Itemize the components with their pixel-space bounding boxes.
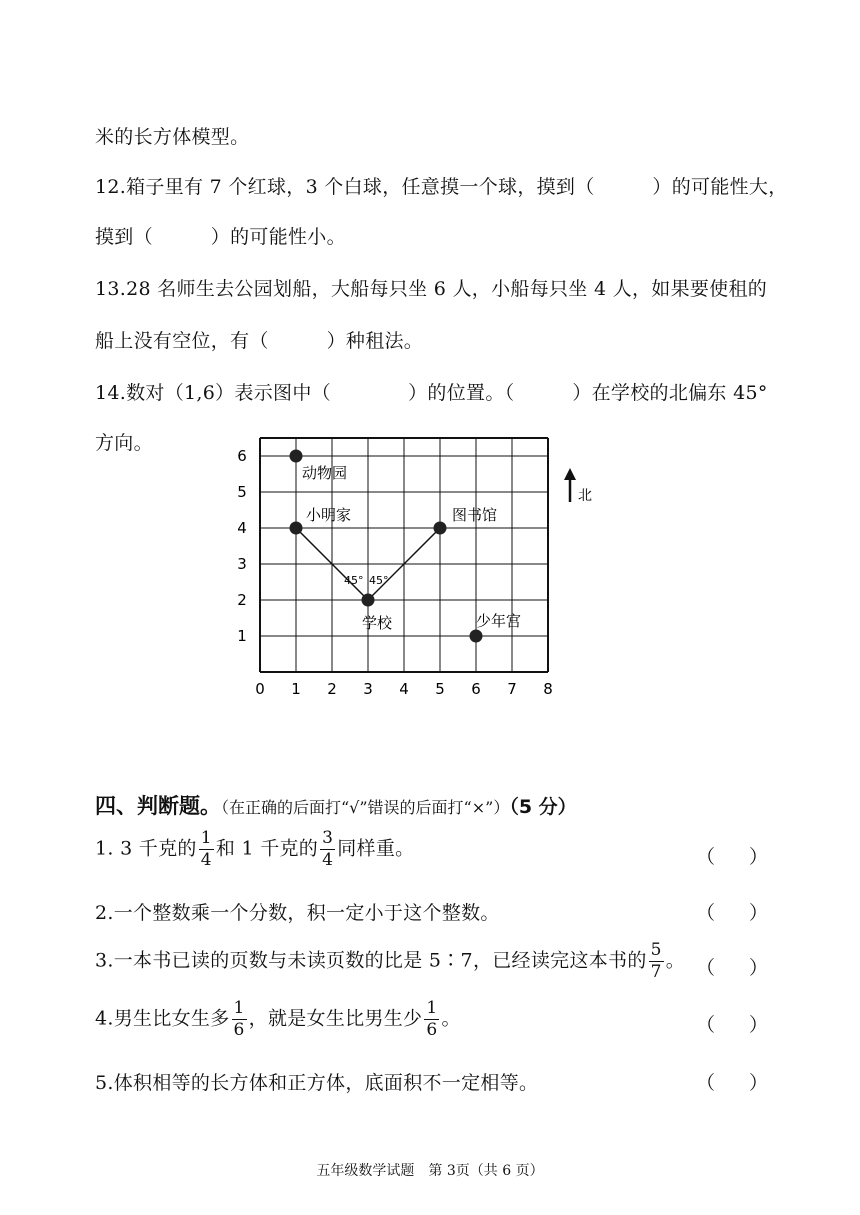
- angle-label-left: 45°: [344, 574, 364, 587]
- q5-text: 5.体积相等的长方体和正方体，底面积不一定相等。: [95, 1072, 539, 1094]
- fraction-numerator: 5: [650, 940, 662, 960]
- q4-text-a: 4.男生比女生多: [95, 1007, 230, 1030]
- map-point-label: 图书馆: [452, 506, 498, 524]
- map-point-marker: [290, 450, 303, 463]
- question-13-line1: 13.28 名师生去公园划船，大船每只坐 6 人，小船每只坐 4 人，如果要使租的: [95, 278, 768, 300]
- map-point-label: 小明家: [306, 506, 352, 524]
- fraction-numerator: 1: [426, 998, 438, 1018]
- map-point-label: 学校: [362, 614, 393, 632]
- y-tick-label: 5: [237, 483, 247, 501]
- judge-question-1: [95, 830, 414, 869]
- fraction-3-4: [320, 830, 335, 869]
- question-13-line2: 船上没有空位，有（ ）种租法。: [95, 330, 424, 352]
- section-4-instruction: （在正确的后面打“√”错误的后面打“×”）: [221, 798, 510, 817]
- map-y-ticks: [237, 447, 247, 645]
- fraction-denominator: 4: [200, 850, 212, 870]
- answer-blank-4[interactable]: （ ）: [696, 1014, 768, 1036]
- north-label: 北: [578, 488, 592, 504]
- section-4-title: 四、判断题。: [95, 794, 221, 818]
- question-12-line2: 摸到（ ）的可能性小。: [95, 226, 346, 248]
- fraction-numerator: 1: [233, 998, 245, 1018]
- x-tick-label: 8: [543, 680, 553, 698]
- q2-text: 2.一个整数乘一个分数，积一定小于这个整数。: [95, 902, 500, 924]
- y-tick-label: 3: [237, 555, 247, 573]
- answer-blank-5[interactable]: （ ）: [696, 1072, 768, 1094]
- y-tick-label: 1: [237, 627, 247, 645]
- grid-map-figure: [230, 447, 610, 710]
- x-tick-label: 0: [255, 680, 265, 698]
- answer-blank-1[interactable]: （ ）: [696, 846, 768, 868]
- q4-text-b: ，就是女生比男生少: [248, 1007, 423, 1030]
- fraction-1-6b: [424, 1000, 439, 1039]
- fraction-5-7: [649, 942, 664, 981]
- q3-text-c: 。: [665, 949, 686, 972]
- map-points: [290, 450, 522, 643]
- map-point-marker: [470, 630, 483, 643]
- fraction-denominator: 7: [650, 962, 662, 982]
- judge-question-5: [95, 1068, 538, 1095]
- map-x-ticks: [255, 680, 553, 698]
- map-point-marker: [362, 594, 375, 607]
- fraction-numerator: 1: [200, 828, 212, 848]
- x-tick-label: 6: [471, 680, 481, 698]
- y-tick-label: 4: [237, 519, 247, 537]
- y-tick-label: 2: [237, 591, 247, 609]
- q1-text-a: 1. 3 千克的: [95, 837, 197, 860]
- section-4-heading: [95, 790, 577, 820]
- x-tick-label: 7: [507, 680, 517, 698]
- fraction-1-4: [199, 830, 214, 869]
- x-tick-label: 2: [327, 680, 337, 698]
- north-arrow: [564, 468, 592, 504]
- fraction-numerator: 3: [322, 828, 334, 848]
- judge-question-3: [95, 942, 685, 981]
- angle-label-right: 45°: [369, 574, 389, 587]
- fraction-denominator: 6: [233, 1020, 245, 1040]
- map-point-label: 少年宫: [476, 612, 522, 630]
- text-line-continuation: 米的长方体模型。: [95, 126, 250, 148]
- q1-text-c: 同样重。: [337, 837, 415, 860]
- judge-question-2: [95, 898, 500, 925]
- y-tick-label: 6: [237, 447, 247, 465]
- question-14-line2: 方向。: [95, 432, 153, 454]
- fraction-1-6a: [232, 1000, 247, 1039]
- judge-question-4: [95, 1000, 461, 1039]
- map-point-marker: [434, 522, 447, 535]
- answer-blank-3[interactable]: （ ）: [696, 957, 768, 979]
- x-tick-label: 1: [291, 680, 301, 698]
- q4-text-c: 。: [441, 1007, 461, 1030]
- x-tick-label: 5: [435, 680, 445, 698]
- x-tick-label: 4: [399, 680, 409, 698]
- q3-text-a: 3.一本书已读的页数与未读页数的比是 5∶7，已经读完这本书的: [95, 949, 647, 972]
- page-footer: 五年级数学试题 第 3页（共 6 页）: [316, 1163, 544, 1179]
- q1-text-b: 和 1 千克的: [215, 837, 319, 860]
- map-point-marker: [290, 522, 303, 535]
- fraction-denominator: 4: [322, 850, 334, 870]
- question-12-line1: 12.箱子里有 7 个红球，3 个白球，任意摸一个球，摸到（ ）的可能性大，: [95, 176, 788, 198]
- fraction-denominator: 6: [426, 1020, 438, 1040]
- section-4-score: （5 分）: [509, 796, 577, 818]
- question-14-line1: 14.数对（1,6）表示图中（ ）的位置。（ ）在学校的北偏东 45°: [95, 382, 768, 404]
- answer-blank-2[interactable]: （ ）: [696, 902, 768, 924]
- map-point-label: 动物园: [302, 464, 348, 482]
- x-tick-label: 3: [363, 680, 373, 698]
